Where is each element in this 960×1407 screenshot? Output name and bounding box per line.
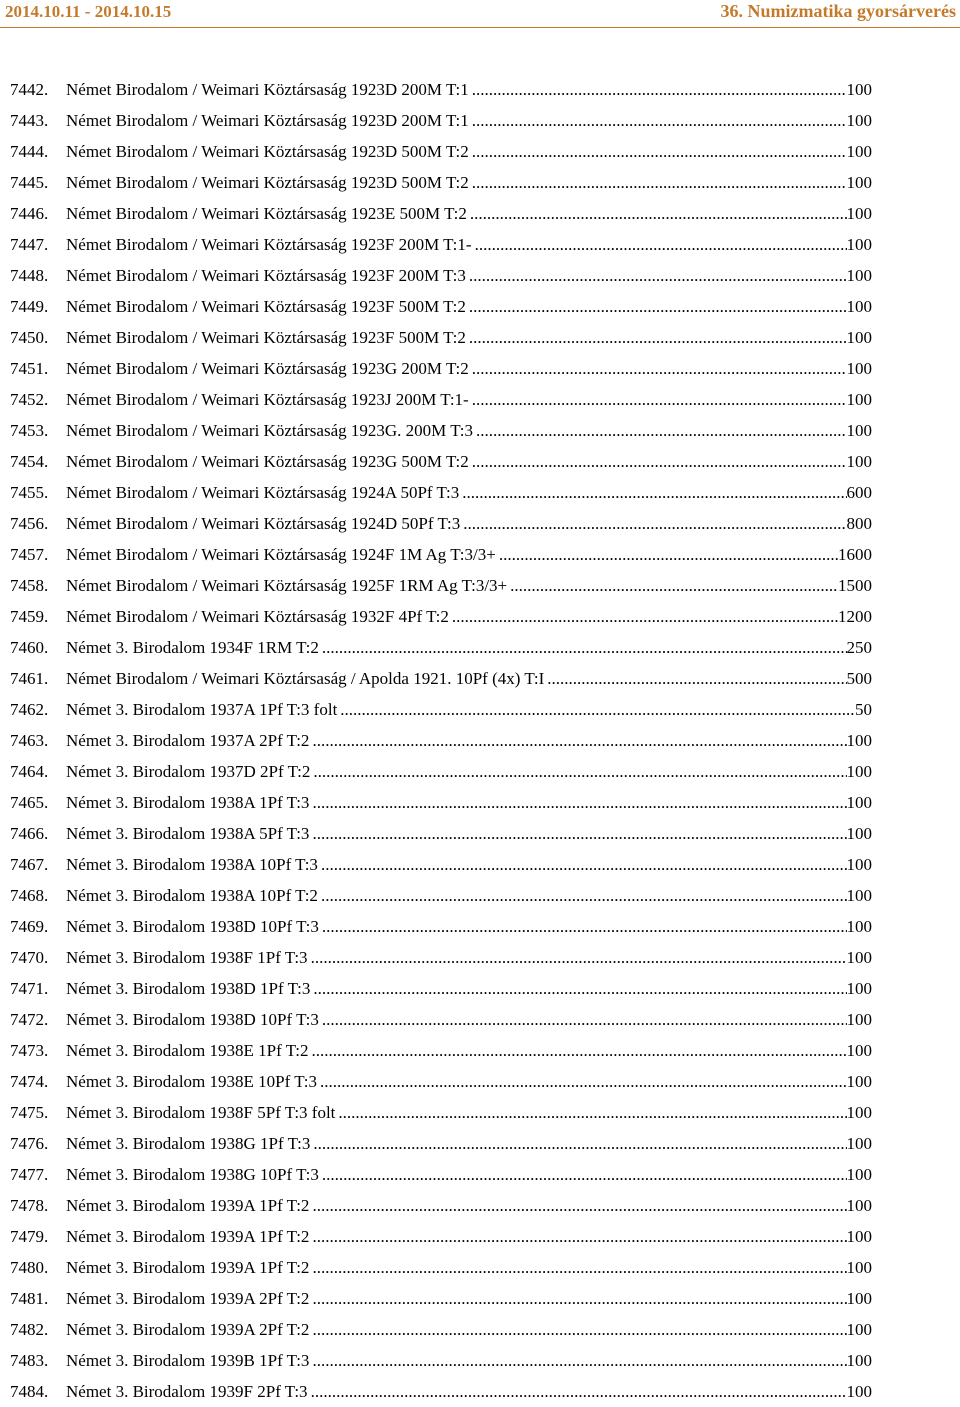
lot-line	[66, 1314, 872, 1345]
dot-leader	[312, 1314, 846, 1345]
lot-starting-price: 100	[846, 886, 872, 905]
lot-number: 7476.	[10, 1134, 49, 1153]
lot-line	[66, 446, 872, 477]
lot-row	[0, 415, 960, 446]
lot-row	[0, 1128, 960, 1159]
lot-number: 7450.	[10, 328, 49, 347]
dot-leader	[469, 291, 847, 322]
dot-leader	[312, 818, 846, 849]
lot-starting-price: 100	[846, 111, 872, 130]
lot-description: Német 3. Birodalom 1939A 1Pf T:2	[66, 1258, 310, 1277]
lot-number: 7444.	[10, 142, 49, 161]
dot-leader	[547, 663, 846, 694]
lot-line	[66, 105, 872, 136]
lot-starting-price: 100	[846, 1103, 872, 1122]
lot-row	[0, 167, 960, 198]
lot-description: Német Birodalom / Weimari Köztársaság 1932F 4Pf T:2	[66, 607, 449, 626]
lot-number: 7482.	[10, 1320, 49, 1339]
lot-starting-price: 100	[846, 359, 872, 378]
lot-number: 7445.	[10, 173, 49, 192]
lot-number: 7453.	[10, 421, 49, 440]
lot-description: Német Birodalom / Weimari Köztársaság 1925F 1RM Ag T:3/3+	[66, 576, 508, 595]
lot-description: Német Birodalom / Weimari Köztársaság 1923G 500M T:2	[66, 452, 469, 471]
lot-number: 7443.	[10, 111, 49, 130]
lot-line	[66, 1252, 872, 1283]
lot-line	[66, 942, 872, 973]
lot-row	[0, 1376, 960, 1407]
lot-row	[0, 942, 960, 973]
lot-line	[66, 1035, 872, 1066]
dot-leader	[472, 74, 847, 105]
lot-number: 7464.	[10, 762, 49, 781]
lot-description: Német 3. Birodalom 1938A 5Pf T:3	[66, 824, 310, 843]
lot-description: Német 3. Birodalom 1938A 10Pf T:3	[66, 855, 318, 874]
lot-row	[0, 756, 960, 787]
lot-starting-price: 100	[846, 142, 872, 161]
auction-date-range: 2014.10.11 - 2014.10.15	[5, 2, 172, 21]
lot-number: 7460.	[10, 638, 49, 657]
lot-row	[0, 136, 960, 167]
lot-line	[66, 1004, 872, 1035]
dot-leader	[311, 1035, 846, 1066]
lot-row	[0, 1345, 960, 1376]
lot-number: 7459.	[10, 607, 49, 626]
lot-row	[0, 508, 960, 539]
lot-description: Német 3. Birodalom 1938G 10Pf T:3	[66, 1165, 319, 1184]
lot-description: Német 3. Birodalom 1938E 1Pf T:2	[66, 1041, 309, 1060]
lot-starting-price: 100	[846, 1382, 872, 1401]
lot-description: Német 3. Birodalom 1939F 2Pf T:3	[66, 1382, 308, 1401]
lot-line	[66, 322, 872, 353]
lot-line	[66, 973, 872, 1004]
lot-starting-price: 100	[846, 328, 872, 347]
auction-title: 36. Numizmatika gyorsárverés	[720, 1, 956, 21]
lot-description: Német 3. Birodalom 1938F 5Pf T:3 folt	[66, 1103, 336, 1122]
lot-line	[66, 632, 872, 663]
lot-description: Német Birodalom / Weimari Köztársaság / Apolda 1921. 10Pf (4x) T:I	[66, 669, 545, 688]
lot-row	[0, 973, 960, 1004]
lot-description: Német 3. Birodalom 1937A 1Pf T:3 folt	[66, 700, 338, 719]
lot-line	[66, 725, 872, 756]
lot-description: Német Birodalom / Weimari Köztársaság 1923G. 200M T:3	[66, 421, 473, 440]
lot-description: Német Birodalom / Weimari Köztársaság 1923G 200M T:2	[66, 359, 469, 378]
dot-leader	[311, 942, 847, 973]
page-header	[0, 0, 960, 28]
lot-row	[0, 1035, 960, 1066]
lot-starting-price: 100	[846, 390, 872, 409]
lot-line	[66, 818, 872, 849]
lot-line	[66, 229, 872, 260]
lot-number: 7449.	[10, 297, 49, 316]
lot-line	[66, 1345, 872, 1376]
lot-number: 7472.	[10, 1010, 49, 1029]
lot-number: 7478.	[10, 1196, 49, 1215]
lot-line	[66, 167, 872, 198]
lot-row	[0, 1314, 960, 1345]
lot-row	[0, 663, 960, 694]
dot-leader	[472, 105, 847, 136]
dot-leader	[312, 1283, 846, 1314]
lot-starting-price: 800	[846, 514, 872, 533]
dot-leader	[312, 1345, 846, 1376]
lot-line	[66, 1097, 872, 1128]
lot-row	[0, 694, 960, 725]
dot-leader	[472, 167, 847, 198]
lot-description: Német 3. Birodalom 1939A 1Pf T:2	[66, 1227, 310, 1246]
dot-leader	[320, 1066, 847, 1097]
lot-number: 7447.	[10, 235, 49, 254]
lot-line	[66, 508, 872, 539]
dot-leader	[499, 539, 838, 570]
lot-starting-price: 100	[846, 948, 872, 967]
lot-starting-price: 100	[846, 80, 872, 99]
lot-number: 7484.	[10, 1382, 49, 1401]
lot-starting-price: 600	[846, 483, 872, 502]
lot-starting-price: 100	[846, 204, 872, 223]
lot-starting-price: 1600	[838, 545, 872, 564]
lot-row	[0, 105, 960, 136]
lot-starting-price: 100	[846, 1351, 872, 1370]
dot-leader	[313, 1128, 846, 1159]
lot-number: 7452.	[10, 390, 49, 409]
lot-number: 7465.	[10, 793, 49, 812]
lot-number: 7480.	[10, 1258, 49, 1277]
lot-row	[0, 632, 960, 663]
dot-leader	[340, 694, 855, 725]
lot-number: 7470.	[10, 948, 49, 967]
dot-leader	[312, 1190, 846, 1221]
lot-number: 7471.	[10, 979, 49, 998]
lot-number: 7483.	[10, 1351, 49, 1370]
lot-row	[0, 1097, 960, 1128]
lot-line	[66, 911, 872, 942]
lot-starting-price: 100	[846, 979, 872, 998]
lot-starting-price: 100	[846, 297, 872, 316]
lot-description: Német Birodalom / Weimari Köztársaság 1923E 500M T:2	[66, 204, 467, 223]
dot-leader	[472, 136, 847, 167]
lot-starting-price: 100	[846, 1041, 872, 1060]
dot-leader	[469, 322, 847, 353]
lot-starting-price: 100	[846, 1320, 872, 1339]
lot-number: 7466.	[10, 824, 49, 843]
lot-starting-price: 100	[846, 1227, 872, 1246]
lot-starting-price: 100	[846, 1258, 872, 1277]
lot-row	[0, 911, 960, 942]
dot-leader	[322, 1004, 847, 1035]
lot-line	[66, 1066, 872, 1097]
lot-line	[66, 787, 872, 818]
lot-number: 7479.	[10, 1227, 49, 1246]
dot-leader	[472, 384, 847, 415]
lot-description: Német Birodalom / Weimari Köztársaság 1923F 500M T:2	[66, 328, 466, 347]
lot-starting-price: 100	[846, 1010, 872, 1029]
dot-leader	[321, 880, 847, 911]
lot-description: Német 3. Birodalom 1938G 1Pf T:3	[66, 1134, 311, 1153]
lot-line	[66, 694, 872, 725]
lot-description: Német 3. Birodalom 1938D 1Pf T:3	[66, 979, 311, 998]
lot-row	[0, 260, 960, 291]
lot-row	[0, 880, 960, 911]
lot-line	[66, 1128, 872, 1159]
dot-leader	[311, 1376, 847, 1407]
lot-row	[0, 322, 960, 353]
dot-leader	[322, 632, 847, 663]
lot-number: 7456.	[10, 514, 49, 533]
lot-row	[0, 570, 960, 601]
lot-number: 7474.	[10, 1072, 49, 1091]
lot-line	[66, 384, 872, 415]
dot-leader	[472, 353, 847, 384]
lot-number: 7481.	[10, 1289, 49, 1308]
lot-line	[66, 198, 872, 229]
lot-line	[66, 539, 872, 570]
lot-row	[0, 1221, 960, 1252]
dot-leader	[312, 1221, 846, 1252]
dot-leader	[462, 477, 846, 508]
lot-number: 7442.	[10, 80, 49, 99]
dot-leader	[312, 787, 846, 818]
lot-starting-price: 100	[846, 855, 872, 874]
lot-description: Német 3. Birodalom 1938A 10Pf T:2	[66, 886, 318, 905]
lot-number: 7454.	[10, 452, 49, 471]
lot-starting-price: 100	[846, 824, 872, 843]
lot-line	[66, 1159, 872, 1190]
lot-row	[0, 1252, 960, 1283]
lot-starting-price: 100	[846, 452, 872, 471]
lot-row	[0, 198, 960, 229]
lot-row	[0, 1004, 960, 1035]
lot-number: 7463.	[10, 731, 49, 750]
lot-starting-price: 100	[846, 731, 872, 750]
header-divider	[0, 27, 960, 28]
lot-starting-price: 100	[846, 1134, 872, 1153]
lot-line	[66, 601, 872, 632]
lot-number: 7455.	[10, 483, 49, 502]
lot-line	[66, 1190, 872, 1221]
lot-starting-price: 100	[846, 1196, 872, 1215]
lot-row	[0, 849, 960, 880]
lot-description: Német 3. Birodalom 1938D 10Pf T:3	[66, 917, 319, 936]
dot-leader	[463, 508, 846, 539]
lot-number: 7446.	[10, 204, 49, 223]
lot-number: 7458.	[10, 576, 49, 595]
lot-row	[0, 229, 960, 260]
lot-row	[0, 384, 960, 415]
lot-description: Német Birodalom / Weimari Köztársaság 1923J 200M T:1-	[66, 390, 469, 409]
dot-leader	[312, 1252, 846, 1283]
lot-number: 7457.	[10, 545, 49, 564]
lot-description: Német Birodalom / Weimari Köztársaság 1923F 200M T:3	[66, 266, 466, 285]
lot-line	[66, 477, 872, 508]
lot-row	[0, 1066, 960, 1097]
lot-row	[0, 818, 960, 849]
lot-description: Német 3. Birodalom 1939A 2Pf T:2	[66, 1320, 310, 1339]
lot-description: Német 3. Birodalom 1934F 1RM T:2	[66, 638, 319, 657]
dot-leader	[472, 446, 847, 477]
lot-starting-price: 100	[846, 917, 872, 936]
lot-row	[0, 1190, 960, 1221]
lot-row	[0, 601, 960, 632]
dot-leader	[476, 415, 847, 446]
lot-description: Német Birodalom / Weimari Köztársaság 1923D 500M T:2	[66, 173, 469, 192]
lot-description: Német Birodalom / Weimari Köztársaság 1924A 50Pf T:3	[66, 483, 460, 502]
lot-number: 7475.	[10, 1103, 49, 1122]
lot-line	[66, 880, 872, 911]
lot-line	[66, 74, 872, 105]
lot-starting-price: 100	[846, 1072, 872, 1091]
lot-description: Német 3. Birodalom 1939A 1Pf T:2	[66, 1196, 310, 1215]
lot-line	[66, 849, 872, 880]
dot-leader	[469, 260, 847, 291]
lot-row	[0, 1283, 960, 1314]
lot-row	[0, 74, 960, 105]
dot-leader	[312, 725, 846, 756]
lot-description: Német 3. Birodalom 1939A 2Pf T:2	[66, 1289, 310, 1308]
lot-description: Német 3. Birodalom 1939B 1Pf T:3	[66, 1351, 310, 1370]
lot-starting-price: 100	[846, 235, 872, 254]
lot-description: Német 3. Birodalom 1938F 1Pf T:3	[66, 948, 308, 967]
lot-starting-price: 1500	[838, 576, 872, 595]
lot-description: Német Birodalom / Weimari Köztársaság 1924F 1M Ag T:3/3+	[66, 545, 496, 564]
lot-line	[66, 415, 872, 446]
lot-description: Német Birodalom / Weimari Köztársaság 1923F 200M T:1-	[66, 235, 472, 254]
lot-line	[66, 663, 872, 694]
lot-line	[66, 1283, 872, 1314]
lot-description: Német 3. Birodalom 1938D 10Pf T:3	[66, 1010, 319, 1029]
lot-number: 7469.	[10, 917, 49, 936]
lot-starting-price: 500	[846, 669, 872, 688]
dot-leader	[322, 1159, 847, 1190]
lot-list	[0, 74, 960, 1407]
lot-starting-price: 100	[846, 173, 872, 192]
lot-starting-price: 100	[846, 421, 872, 440]
lot-starting-price: 100	[846, 266, 872, 285]
lot-number: 7451.	[10, 359, 49, 378]
lot-row	[0, 353, 960, 384]
lot-starting-price: 250	[846, 638, 872, 657]
lot-description: Német Birodalom / Weimari Köztársaság 1924D 50Pf T:3	[66, 514, 461, 533]
lot-starting-price: 100	[846, 762, 872, 781]
dot-leader	[313, 756, 846, 787]
lot-number: 7468.	[10, 886, 49, 905]
lot-number: 7461.	[10, 669, 49, 688]
lot-description: Német Birodalom / Weimari Köztársaság 1923F 500M T:2	[66, 297, 466, 316]
lot-description: Német 3. Birodalom 1938E 10Pf T:3	[66, 1072, 317, 1091]
lot-row	[0, 787, 960, 818]
lot-row	[0, 477, 960, 508]
lot-number: 7462.	[10, 700, 49, 719]
lot-row	[0, 725, 960, 756]
lot-number: 7477.	[10, 1165, 49, 1184]
lot-starting-price: 100	[846, 793, 872, 812]
lot-line	[66, 1376, 872, 1407]
lot-line	[66, 756, 872, 787]
dot-leader	[470, 198, 847, 229]
lot-description: Német Birodalom / Weimari Köztársaság 1923D 200M T:1	[66, 111, 469, 130]
lot-starting-price: 50	[855, 700, 872, 719]
lot-starting-price: 1200	[838, 607, 872, 626]
lot-number: 7467.	[10, 855, 49, 874]
dot-leader	[313, 973, 846, 1004]
lot-line	[66, 570, 872, 601]
lot-row	[0, 1159, 960, 1190]
lot-description: Német Birodalom / Weimari Köztársaság 1923D 500M T:2	[66, 142, 469, 161]
dot-leader	[322, 911, 847, 942]
lot-row	[0, 291, 960, 322]
lot-description: Német 3. Birodalom 1937A 2Pf T:2	[66, 731, 310, 750]
lot-starting-price: 100	[846, 1289, 872, 1308]
lot-line	[66, 136, 872, 167]
lot-number: 7473.	[10, 1041, 49, 1060]
lot-line	[66, 1221, 872, 1252]
lot-row	[0, 446, 960, 477]
lot-line	[66, 291, 872, 322]
dot-leader	[452, 601, 838, 632]
lot-description: Német Birodalom / Weimari Köztársaság 1923D 200M T:1	[66, 80, 469, 99]
lot-description: Német 3. Birodalom 1937D 2Pf T:2	[66, 762, 311, 781]
lot-line	[66, 260, 872, 291]
dot-leader	[510, 570, 838, 601]
dot-leader	[338, 1097, 846, 1128]
dot-leader	[321, 849, 847, 880]
dot-leader	[475, 229, 847, 260]
lot-row	[0, 539, 960, 570]
lot-number: 7448.	[10, 266, 49, 285]
lot-starting-price: 100	[846, 1165, 872, 1184]
lot-description: Német 3. Birodalom 1938A 1Pf T:3	[66, 793, 310, 812]
lot-line	[66, 353, 872, 384]
